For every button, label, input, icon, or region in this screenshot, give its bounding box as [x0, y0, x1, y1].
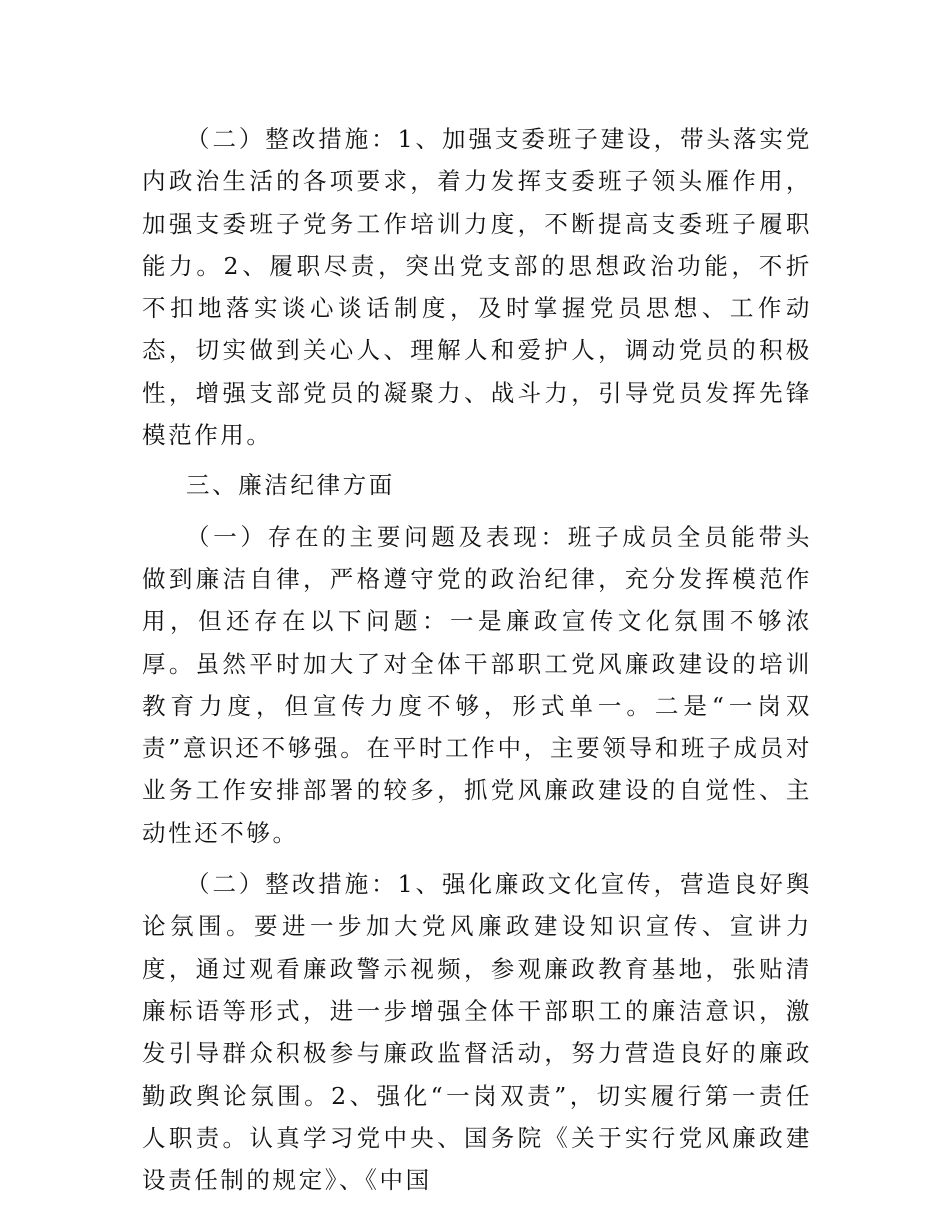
paragraph-rectification-measures-integrity: （二）整改措施：1、强化廉政文化宣传，营造良好舆论氛围。要进一步加大党风廉政建设知识宣传、宣讲力度，通过观看廉政警示视频，参观廉政教育基地，张贴清廉标语等形式，进一步增强全体干部职工的廉洁意识，激发引导群众积极参与廉政监督活动，努力营造良好的廉政勤政舆论氛围。2、强化“一岗双责”，切实履行第一责任人职责。认真学习党中央、国务院《关于实行党风廉政建设责任制的规定》、《中国: [142, 870, 812, 1195]
section-heading-integrity-discipline: 三、廉洁纪律方面: [186, 471, 395, 500]
document-body: [142, 118, 812, 1201]
paragraph-existing-problems: （一）存在的主要问题及表现：班子成员全员能带头做到廉洁自律，严格遵守党的政治纪律，充分发挥模范作用，但还存在以下问题：一是廉政宣传文化氛围不够浓厚。虽然平时加大了对全体干部职工党风廉政建设的培训教育力度，但宣传力度不够，形式单一。二是“一岗双责”意识还不够强。在平时工作中，主要领导和班子成员对业务工作安排部署的较多，抓党风廉政建设的自觉性、主动性还不够。: [142, 522, 812, 847]
paragraph-rectification-measures-branch: （二）整改措施：1、加强支委班子建设，带头落实党内政治生活的各项要求，着力发挥支委班子领头雁作用，加强支委班子党务工作培训力度，不断提高支委班子履职能力。2、履职尽责，突出党支部的思想政治功能，不折不扣地落实谈心谈话制度，及时掌握党员思想、工作动态，切实做到关心人、理解人和爱护人，调动党员的积极性，增强支部党员的凝聚力、战斗力，引导党员发挥先锋模范作用。: [142, 125, 812, 450]
